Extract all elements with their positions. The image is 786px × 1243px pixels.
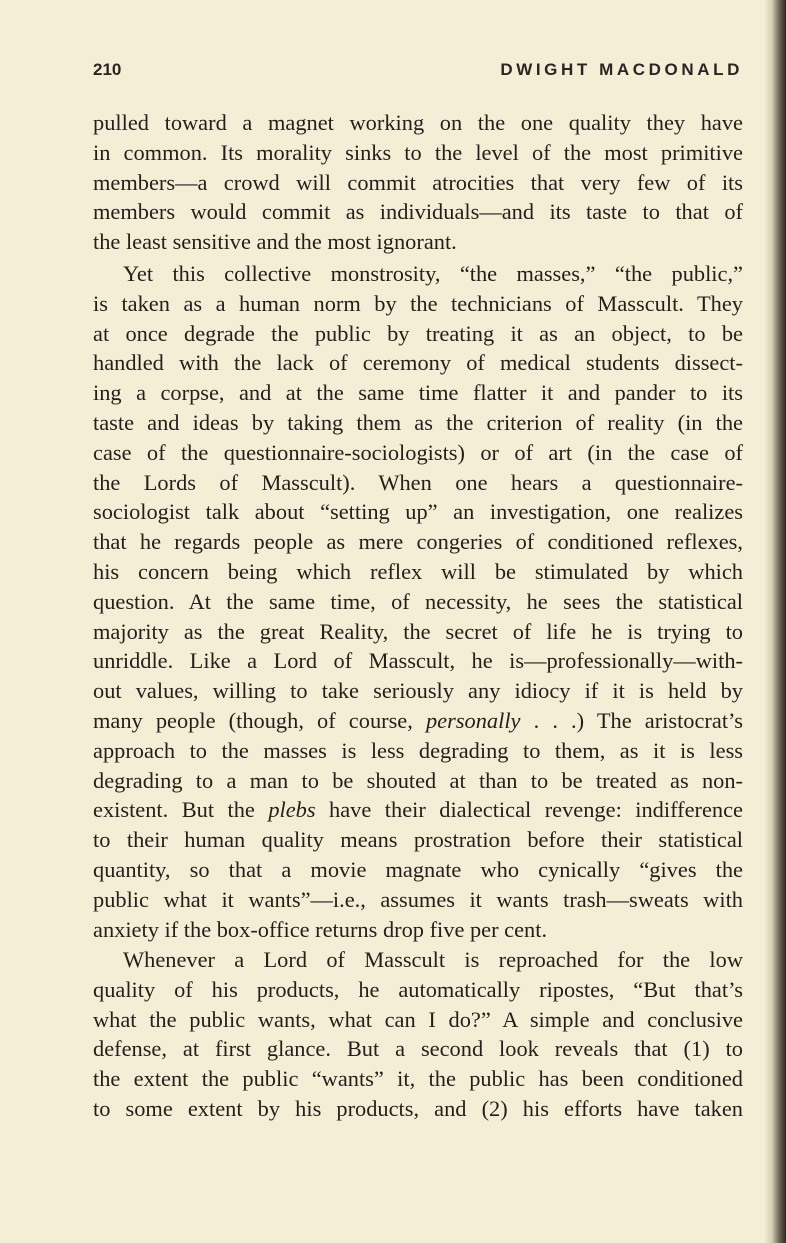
paragraph-3 [93,945,743,1124]
text-line: at once degrade the public by treating it as an object, to be [93,320,743,346]
text-line: quality of his products, he automatically ripostes, “But that’s [93,976,743,1002]
text-line: public what it wants”—i.e., assumes it wants trash—sweats with [93,886,743,912]
text-line: case of the questionnaire-sociologists) or of art (in the case of [93,439,743,465]
text-line: question. At the same time, of necessity, he sees the statistical [93,588,743,614]
text-line: that he regards people as mere congeries of conditioned reflexes, [93,529,743,555]
text-line: members would commit as individuals—and its taste to that of [93,199,743,225]
page-edge-shadow [764,0,786,1243]
text-line: is taken as a human norm by the technicians of Masscult. They [93,290,743,316]
text-line: the Lords of Masscult). When one hears a questionnaire- [93,469,743,495]
running-head: DWIGHT MACDONALD [500,60,743,79]
text-line: degrading to a man to be shouted at than to be treated as non- [93,767,743,793]
text-line: members—a crowd will commit atrocities that very few of its [93,169,743,195]
text-line: in common. Its morality sinks to the level of the most primitive [93,139,743,165]
page-number: 210 [93,60,122,79]
text-line: handled with the lack of ceremony of medical students dissect- [93,350,743,376]
text-segment: existent. But the [93,797,269,823]
italic-word: personally [425,707,521,733]
text-segment: have their dialectical revenge: indifference [315,797,743,823]
text-line: his concern being which reflex will be stimulated by which [93,558,743,584]
text-line: anxiety if the box-office returns drop five per cent. [93,916,548,942]
text-line: quantity, so that a movie magnate who cynically “gives the [93,856,743,882]
text-line: ing a corpse, and at the same time flatter it and pander to its [93,380,743,406]
text-line: out values, willing to take seriously any idiocy if it is held by [93,678,743,704]
text-segment: . . .) The aristocrat’s [520,707,743,733]
text-line [93,795,743,825]
text-line: pulled toward a magnet working on the one quality they have [93,110,743,135]
text-segment: many people (though, of course, [93,707,426,733]
text-line: sociologist talk about “setting up” an investigation, one realizes [93,499,743,525]
text-line: taste and ideas by taking them as the criterion of reality (in the [93,409,743,435]
text-line: defense, at first glance. But a second look reveals that (1) to [93,1036,743,1062]
text-line: majority as the great Reality, the secret of life he is trying to [93,618,743,644]
text-line: Yet this collective monstrosity, “the masses,” “the public,” [123,261,743,286]
text-line: approach to the masses is less degrading to them, as it is less [93,737,743,763]
paragraph-2 [93,259,743,944]
page-header [93,60,743,86]
text-line [93,706,743,736]
text-line: the least sensitive and the most ignorant. [93,229,457,255]
text-line: to their human quality means prostration before their statistical [93,827,743,853]
text-line: what the public wants, what can I do?” A simple and conclusive [93,1006,743,1032]
text-line: to some extent by his products, and (2) his efforts have taken [93,1095,743,1121]
italic-word: plebs [268,797,316,823]
paragraph-1 [93,108,743,257]
text-line: the extent the public “wants” it, the public has been conditioned [93,1066,743,1092]
text-line: Whenever a Lord of Masscult is reproached for the low [123,947,743,972]
text-line: unriddle. Like a Lord of Masscult, he is—professionally—with- [93,648,743,674]
